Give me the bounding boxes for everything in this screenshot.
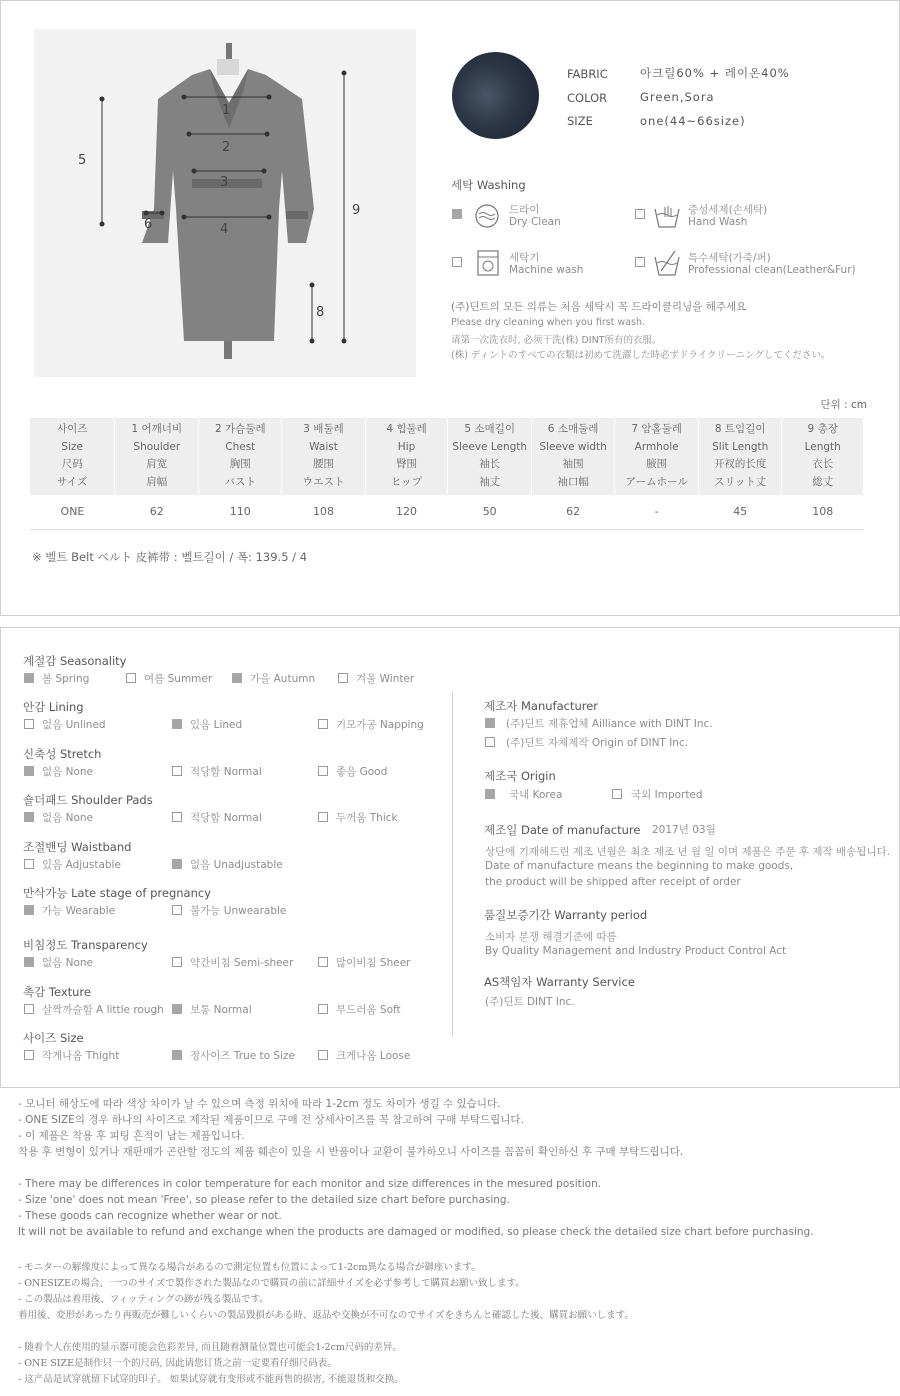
attr-checkbox[interactable] <box>318 1004 328 1014</box>
attr-option-label: 보통 Normal <box>190 1004 252 1016</box>
date-note-2: Date of manufacture means the beginning to make goods, <box>485 860 794 872</box>
service-value: (주)딘트 DINT Inc. <box>485 996 575 1008</box>
garment-diagram <box>34 29 416 377</box>
attr-checkbox[interactable] <box>24 766 34 776</box>
machine-wash-label-en: Machine wash <box>509 264 584 276</box>
attr-title-stretch: 신축성 Stretch <box>23 747 102 761</box>
attr-option-label: 적당함 Normal <box>190 766 262 778</box>
size-header-line: 胸围 <box>229 458 251 470</box>
size-header-line: Waist <box>309 440 338 453</box>
dry-clean-checkbox[interactable] <box>452 209 462 219</box>
attr-option-label: 있음 Lined <box>190 719 243 731</box>
date-note-1: 상단에 기재해드린 제조 년월은 최초 제조 년 월 일 이며 제품은 주문 후 제작 배송됩니다. <box>485 846 891 858</box>
attr-checkbox[interactable] <box>172 1004 182 1014</box>
dry-clean-icon <box>474 203 500 229</box>
attr-checkbox[interactable] <box>172 1050 182 1060</box>
size-header-line: Slit Length <box>712 440 769 453</box>
marker-4: 4 <box>220 222 229 237</box>
attr-checkbox[interactable] <box>338 673 348 683</box>
size-header-line: 5 소매길이 <box>464 423 515 435</box>
attr-option-label: 없음 None <box>42 766 94 778</box>
size-header-line: 肩宽 <box>146 458 168 470</box>
origin-korea-checkbox[interactable] <box>485 789 495 799</box>
size-header-line: 4 힙둘레 <box>386 423 427 435</box>
attr-checkbox[interactable] <box>24 905 34 915</box>
size-header-line: 8 트임길이 <box>714 423 766 435</box>
size-header-cell <box>30 418 115 495</box>
size-header-line: Sleeve Length <box>452 440 528 453</box>
size-value-cell: 45 <box>698 495 781 529</box>
attr-checkbox[interactable] <box>172 957 182 967</box>
attr-checkbox[interactable] <box>24 673 34 683</box>
washing-note-ko: (주)딘트의 모든 의류는 처음 세탁시 꼭 드라이클리닝을 해주세요 <box>451 301 747 313</box>
hand-wash-icon <box>653 203 681 229</box>
professional-clean-icon <box>653 249 681 277</box>
manufacturer-origin-label: (주)딘트 자체제작 Origin of DINT Inc. <box>506 737 689 749</box>
footer-note-ko: - 모니터 해상도에 따라 색상 차이가 날 수 있으며 측정 위치에 따라 1-2cm 정도 차이가 생길 수 있습니다. <box>18 1098 501 1110</box>
attr-checkbox[interactable] <box>24 812 34 822</box>
size-header-line: 衣长 <box>812 458 834 470</box>
footer-note-zh: - 这产品是试穿就留下试穿的印子。 如果试穿就有变形或不能再售的损害, 不能退货和交换。 <box>18 1374 404 1385</box>
marker-3: 3 <box>220 175 229 190</box>
marker-9: 9 <box>352 203 361 218</box>
dry-clean-label-en: Dry Clean <box>509 216 561 228</box>
size-header-line: 7 암홀둘레 <box>631 423 682 435</box>
attr-checkbox[interactable] <box>24 1004 34 1014</box>
attr-option-label: 가능 Wearable <box>42 905 116 917</box>
unit-label: 단위 : cm <box>820 399 867 411</box>
attr-option-label: 없음 None <box>42 957 94 969</box>
footer-note-en: - These goods can recognize whether wear or not. <box>18 1210 282 1222</box>
attr-checkbox[interactable] <box>24 859 34 869</box>
size-header-cell <box>531 418 614 495</box>
attr-option-label: 없음 None <box>42 812 94 824</box>
size-header-line: 尺码 <box>61 458 83 470</box>
attr-title-lining: 안감 Lining <box>23 700 84 714</box>
size-value: one(44~66size) <box>640 114 746 128</box>
size-header-cell <box>615 418 699 495</box>
attr-option-label: 가을 Autumn <box>250 673 316 685</box>
size-header-cell <box>282 418 365 495</box>
size-header-line: アームホール <box>625 475 688 488</box>
size-header-line: Length <box>804 440 841 453</box>
size-table <box>30 418 864 530</box>
attr-title-texture: 촉감 Texture <box>23 985 91 999</box>
size-header-line: 사이즈 <box>56 423 88 435</box>
attr-checkbox[interactable] <box>318 1050 328 1060</box>
size-header-line: 袖丈 <box>479 475 501 488</box>
size-header-line: 袖口幅 <box>557 475 589 488</box>
size-header-line: Armhole <box>634 440 679 453</box>
attr-checkbox[interactable] <box>172 905 182 915</box>
belt-note: ※ 벨트 Belt ベルト 皮裤带 : 벨트길이 / 폭: 139.5 / 4 <box>32 550 308 564</box>
attr-option-label: 크게나옴 Loose <box>336 1050 411 1062</box>
attr-checkbox[interactable] <box>172 812 182 822</box>
manufacturer-origin-checkbox[interactable] <box>485 737 495 747</box>
warranty-title: 품질보증기간 Warranty period <box>484 908 648 922</box>
washing-note-en: Please dry cleaning when you first wash. <box>451 317 646 328</box>
date-note-3: the product will be shipped after receipt of order <box>485 876 741 888</box>
attr-option-label: 두꺼움 Thick <box>336 812 398 824</box>
date-title: 제조일 Date of manufacture <box>484 823 641 837</box>
attr-option-label: 겨울 Winter <box>356 673 415 685</box>
fabric-value: 아크릴60% + 레이온40% <box>640 66 790 80</box>
origin-imported-label: 국외 Imported <box>631 789 703 801</box>
footer-note-ja: - モニターの解像度によって異なる場合があるので測定位置も位置によって1-2cm異なる場合が御座います。 <box>18 1262 481 1273</box>
size-header-line: Size <box>61 440 83 453</box>
attr-title-size: 사이즈 Size <box>23 1031 84 1045</box>
attr-title-seasonality: 계절감 Seasonality <box>23 654 127 668</box>
manufacturer-alliance-checkbox[interactable] <box>485 718 495 728</box>
professional-clean-label-ko: 특수세탁(가죽/퍼) <box>688 252 771 264</box>
attr-title-waistband: 조절밴딩 Waistband <box>23 840 132 854</box>
size-header-cell <box>115 418 199 495</box>
marker-5: 5 <box>78 153 87 168</box>
attr-checkbox[interactable] <box>126 673 136 683</box>
hand-wash-checkbox[interactable] <box>635 209 645 219</box>
size-header-line: 9 총장 <box>807 423 838 435</box>
attr-option-label: 부드러움 Soft <box>336 1004 401 1016</box>
attr-option-label: 약간비침 Semi-sheer <box>190 957 294 969</box>
size-header-line: 臀围 <box>396 458 418 470</box>
size-header-cell <box>365 418 448 495</box>
warranty-note-1: 소비자 분쟁 해결기준에 따름 <box>485 931 617 943</box>
fabric-label: FABRIC <box>567 67 608 81</box>
machine-wash-checkbox[interactable] <box>452 257 462 267</box>
size-header-line: 3 배둘레 <box>303 423 344 435</box>
size-header-line: 袖围 <box>562 458 584 470</box>
footer-note-en: - Size 'one' does not mean 'Free', so please refer to the detailed size chart before purchasing. <box>18 1194 510 1206</box>
machine-wash-label-ko: 세탁기 <box>509 252 540 264</box>
attr-checkbox[interactable] <box>172 859 182 869</box>
footer-note-en: It will not be available to refund and exchange when the products are damaged or modified, so please check the detailed size chart before purchasing. <box>18 1226 814 1238</box>
color-label: COLOR <box>567 91 608 105</box>
size-header-line: スリット丈 <box>714 475 767 488</box>
size-header-cell <box>448 418 531 495</box>
footer-note-ja: - この製品は着用後、フィッティングの跡が残る製品です。 <box>18 1294 269 1305</box>
size-header-line: ウエスト <box>302 475 345 488</box>
attr-checkbox[interactable] <box>318 957 328 967</box>
footer-note-ko: 착용 후 변형이 있거나 재판매가 곤란할 정도의 제품 훼손이 있을 시 반품이나 교환이 불가하오니 사이즈를 꼼꼼히 확인하신 후 구매 부탁드립니다. <box>18 1146 684 1158</box>
professional-clean-label-en: Professional clean(Leather&Fur) <box>688 264 856 276</box>
service-title: AS책임자 Warranty Service <box>484 975 635 989</box>
attr-option-label: 있음 Adjustable <box>42 859 121 871</box>
size-header-line: 1 어깨너비 <box>131 423 183 435</box>
attr-title-pregnancy: 만삭가능 Late stage of pregnancy <box>23 886 212 900</box>
attributes-panel <box>0 627 900 1088</box>
size-header-line: 腋围 <box>646 458 668 470</box>
size-value-cell: 108 <box>282 495 365 529</box>
attr-checkbox[interactable] <box>318 719 328 729</box>
attr-title-transparency: 비침정도 Transparency <box>23 938 148 952</box>
attr-option-label: 없음 Unlined <box>42 719 106 731</box>
size-value-cell: 50 <box>448 495 531 529</box>
size-value-cell: 62 <box>531 495 614 529</box>
footer-note-ko: - ONE SIZE의 경우 하나의 사이즈로 제작된 제품이므로 구매 전 상세사이즈를 꼭 참고하여 구매 부탁드립니다. <box>18 1114 524 1126</box>
size-header-line: 肩幅 <box>146 475 168 488</box>
column-divider <box>452 691 453 1037</box>
size-header-line: バスト <box>224 475 257 488</box>
marker-1: 1 <box>222 103 231 118</box>
size-value-cell: 120 <box>365 495 448 529</box>
attr-option-label: 적당함 Normal <box>190 812 262 824</box>
size-header-cell <box>698 418 781 495</box>
attr-option-label: 없음 Unadjustable <box>190 859 283 871</box>
origin-korea-label: 국내 Korea <box>509 789 563 801</box>
marker-8: 8 <box>316 305 325 320</box>
manufacturer-alliance-label: (주)딘트 제휴업체 Ailliance with DINT Inc. <box>506 718 713 730</box>
attr-checkbox[interactable] <box>24 957 34 967</box>
footer-note-ja: - ONESIZEの場合、一つのサイズで製作された製品なので購買の前に詳細サイズを必ず参考して購買お願い致します。 <box>18 1278 525 1289</box>
attr-option-label: 살짝까슬함 A little rough <box>42 1004 164 1016</box>
attr-option-label: 기모가공 Napping <box>336 719 424 731</box>
size-table-wrapper <box>30 418 864 530</box>
attr-option-label: 많이비침 Sheer <box>336 957 411 969</box>
washing-note-ja: (株) ディントのすべての衣類は初めて洗濯した時必ずドライクリーニングしてください。 <box>451 350 831 361</box>
size-header-line: ヒップ <box>390 475 423 488</box>
warranty-note-2: By Quality Management and Industry Product Control Act <box>485 945 787 957</box>
dry-clean-label-ko: 드라이 <box>509 204 540 216</box>
manufacturer-title: 제조자 Manufacturer <box>484 699 599 713</box>
origin-imported-checkbox[interactable] <box>612 789 622 799</box>
product-info-panel <box>0 0 900 616</box>
footer-note-ko: - 이 제품은 착용 후 피팅 흔적이 남는 제품입니다. <box>18 1130 245 1142</box>
size-value-cell: - <box>615 495 699 529</box>
size-value-cell: 108 <box>782 495 864 529</box>
attr-checkbox[interactable] <box>318 766 328 776</box>
washing-machine-icon <box>476 249 500 277</box>
size-header-line: Sleeve width <box>539 440 607 453</box>
size-value-cell: ONE <box>30 495 115 529</box>
size-header-line: 総丈 <box>812 475 834 488</box>
size-header-line: Shoulder <box>133 440 181 453</box>
size-header-cell <box>199 418 282 495</box>
footer-note-en: - There may be differences in color temperature for each monitor and size differences in the mesured position. <box>18 1178 602 1190</box>
attr-checkbox[interactable] <box>24 1050 34 1060</box>
washing-note-zh: 请第一次洗衣时, 必须干洗(株) DINT所有的衣服。 <box>451 335 662 346</box>
attr-option-label: 불가능 Unwearable <box>190 905 287 917</box>
origin-title: 제조국 Origin <box>484 769 556 783</box>
attr-option-label: 여름 Summer <box>144 673 213 685</box>
washing-title: 세탁 Washing <box>451 178 526 192</box>
footer-note-ja: 着用後、変形があったり再販売が難しいくらいの製品毀損がある時、返品や交換が不可なのでサイズをきちんと確認した後、購買お願いします。 <box>18 1310 634 1321</box>
hand-wash-label-en: Hand Wash <box>688 216 748 228</box>
attr-option-label: 봄 Spring <box>42 673 90 685</box>
marker-6: 6 <box>144 217 153 232</box>
size-header-line: Hip <box>397 440 416 453</box>
size-header-cell <box>782 418 864 495</box>
date-value: 2017년 03월 <box>652 824 716 836</box>
hand-wash-label-ko: 중성세제(손세탁) <box>688 204 768 216</box>
size-header-line: 开衩的长度 <box>713 458 767 470</box>
attr-option-label: 좋음 Good <box>336 766 388 778</box>
size-header-line: 腰围 <box>313 458 334 470</box>
fabric-swatch <box>452 52 539 139</box>
attr-checkbox[interactable] <box>172 766 182 776</box>
size-header-line: 6 소매둘레 <box>547 423 599 435</box>
attr-checkbox[interactable] <box>172 719 182 729</box>
attr-title-shoulder-pads: 숄더패드 Shoulder Pads <box>23 793 153 807</box>
marker-2: 2 <box>222 140 231 155</box>
attr-option-label: 작게나옴 Thight <box>42 1050 120 1062</box>
attr-option-label: 정사이즈 True to Size <box>190 1050 295 1062</box>
size-label: SIZE <box>567 114 593 128</box>
footer-note-zh: - 随着个人在使用的显示器可能会色彩差异, 而且随着测量位置也可能会1-2cm尺码的差异。 <box>18 1342 402 1353</box>
size-header-line: 袖长 <box>479 458 501 470</box>
size-value-cell: 62 <box>115 495 199 529</box>
footer-note-zh: - ONE SIZE是制作只一个的尺码, 因此请您订货之前一定要看仔细尺码表。 <box>18 1358 337 1369</box>
professional-clean-checkbox[interactable] <box>635 257 645 267</box>
size-header-line: 2 가슴둘레 <box>215 423 266 435</box>
size-header-line: サイズ <box>56 475 88 488</box>
size-value-cell: 110 <box>199 495 282 529</box>
attr-checkbox[interactable] <box>24 719 34 729</box>
color-value: Green,Sora <box>640 90 715 104</box>
attr-checkbox[interactable] <box>318 812 328 822</box>
attr-checkbox[interactable] <box>232 673 242 683</box>
size-header-line: Chest <box>225 440 256 453</box>
